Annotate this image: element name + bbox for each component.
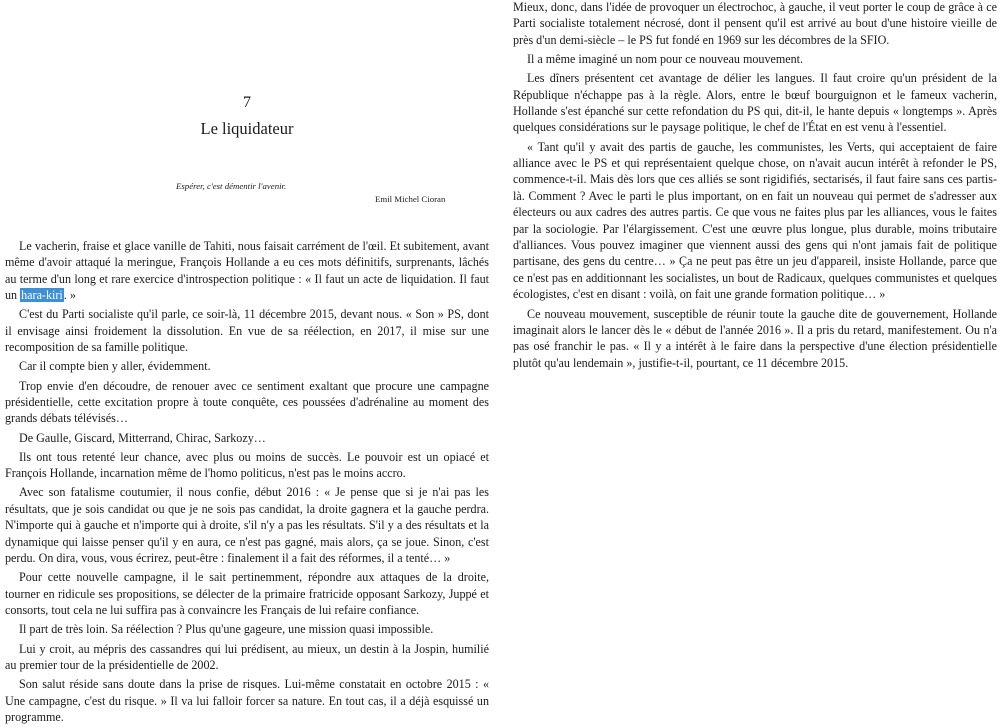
paragraph[interactable]: Ce nouveau mouvement, susceptible de réunir toute la gauche dite de gouvernement, Hollande imaginait alors le lancer dès le « début de l'année 2016 ». Il a pris du retard, manifestement. Ou n'a pas osé franchir le pas. « Il y a intérêt à le faire dans la perspective d'une élection présidentielle plutôt qu'au lendemain », justifie-t-il, pourtant, ce 11 décembre 2015. [513, 306, 997, 370]
paragraph[interactable]: Car il compte bien y aller, évidemment. [19, 359, 211, 374]
paragraph[interactable]: Ils ont tous retenté leur chance, avec plus ou moins de succès. Le pouvoir est un opiacé et François Hollande, incarnation même de l'homo politicus, n'est pas le moins accro. [5, 449, 489, 481]
right-body-text [513, 0, 997, 374]
left-page [5, 0, 489, 724]
paragraph[interactable]: Il part de très loin. Sa réélection ? Plus qu'une gageure, une mission quasi impossible. [19, 622, 434, 637]
paragraph-continuation[interactable]: Mieux, donc, dans l'idée de provoquer un électrochoc, à gauche, il veut porter le coup de grâce à ce Parti socialiste totalement nécrosé, dont il pensent qu'il est arrivé au bout d'une histoire vieille de près d'un demi-siècle – le PS fut fondé en 1969 sur les décombres de la SFIO. [513, 0, 997, 47]
paragraph[interactable]: Le vacherin, fraise et glace vanille de Tahiti, nous faisait carrément de l'œil. Et subitement, avant même d'avoir attaqué la meringue, François Hollande a eu ces mots définitifs, surprenants, lâchés au terme d'un long et rare exercice d'introspection politique : « Il faut un acte de liquidation. Il faut un hara-kiri. » [5, 239, 489, 303]
paragraph[interactable]: C'est du Parti socialiste qu'il parle, ce soir-là, 11 décembre 2015, devant nous. « Son » PS, dont il envisage ainsi froidement la dissolution. En vue de sa réélection, en 2017, il mise sur une recomposition de sa famille politique. [5, 307, 489, 355]
paragraph[interactable]: Avec son fatalisme coutumier, il nous confie, début 2016 : « Je pense que si je n'ai pas les résultats, que je sois candidat ou que je ne sois pas candidat, la droite gagnera et la gauche perdra. N'importe qui à gauche et n'importe qui à droite, s'il n'y a pas les résultats. S'il y a des résultats et la dynamique qui laisse penser qu'il y en aura, ce n'est pas gagné, mais alors, ça se joue. Sinon, c'est perdu. On dira, vous, vous écrirez, peut-être : finalement il a fait des réformes, il a tenté… » [5, 485, 489, 566]
paragraph[interactable]: De Gaulle, Giscard, Mitterrand, Chirac, Sarkozy… [19, 430, 266, 445]
epigraph-author: Emil Michel Cioran [375, 194, 446, 204]
paragraph[interactable]: Son salut réside sans doute dans la prise de risques. Lui-même constatait en octobre 2015 : « Une campagne, c'est du risque. » Il va lui falloir forcer sa nature. En tout cas, il a déjà esquissé un programme. [5, 677, 489, 724]
paragraph[interactable]: « Tant qu'il y avait des partis de gauche, les communistes, les Verts, qui acceptaient de faire alliance avec le PS et qui représentaient quelque chose, on n'avait aucun intérêt à refonder le PS, commence-t-il. Mais dès lors que ces alliés se sont rigidifiés, sectarisés, il faut faire sans ces partis-là. Comment ? Avec le parti le plus important, on en fait un nouveau qui permet de s'adresser aux électeurs ou aux cadres des autres partis. Ce que vous ne faites plus par les alliances, vous le faites par la sociologie. Par l'élargissement. C'est une œuvre plus longue, plus durable, moins tributaire d'alliances. Vous pouvez imaginer que viennent aussi des gens qui n'ont jamais fait de politique partisane, des gens du centre… » Ça ne peut pas être un jeu d'appareil, insiste Hollande, parce que ce n'est pas en additionnant les socialistes, un bout de Radicaux, quelques communistes et quelques écologistes, c'est en disant : voilà, on fait une grande formation politique… » [513, 139, 997, 302]
paragraph[interactable]: Il a même imaginé un nom pour ce nouveau mouvement. [527, 52, 804, 67]
right-page [513, 0, 997, 609]
chapter-number: 7 [243, 94, 251, 111]
paragraph[interactable]: Trop envie d'en découdre, de renouer avec ce sentiment exaltant que procure une campagne présidentielle, cette excitation propre à toute conquête, ces poussées d'adrénaline au moment des grands débats télévisés… [5, 378, 489, 426]
left-body-text [5, 238, 489, 728]
chapter-title: Le liquidateur [200, 119, 294, 138]
paragraph[interactable]: Lui y croit, au mépris des cassandres qui lui prédisent, au mieux, un destin à la Jospin, humilié au premier tour de la présidentielle de 2002. [5, 641, 489, 672]
paragraph[interactable]: Les dîners présentent cet avantage de délier les langues. Il faut croire qu'un président de la République n'échappe pas à la règle. Alors, entre le bœuf bourguignon et le fameux vacherin, Hollande s'est épanché sur cette refondation du PS qui, dit-il, le hante depuis « longtemps ». Après quelques considérations sur le paysage politique, le chef de l'État en est venu à l'essentiel. [513, 71, 997, 135]
selected-text[interactable]: hara-kiri [21, 288, 63, 303]
epigraph-quote: Espérer, c'est démentir l'avenir. [176, 181, 287, 191]
paragraph[interactable]: Pour cette nouvelle campagne, il le sait pertinemment, répondre aux attaques de la droite, tourner en ridicule ses propositions, se délecter de la primaire fratricide opposant Sarkozy, Juppé et consorts, tout cela ne lui suffira pas à convaincre les Français de lui refaire confiance. [5, 570, 489, 618]
